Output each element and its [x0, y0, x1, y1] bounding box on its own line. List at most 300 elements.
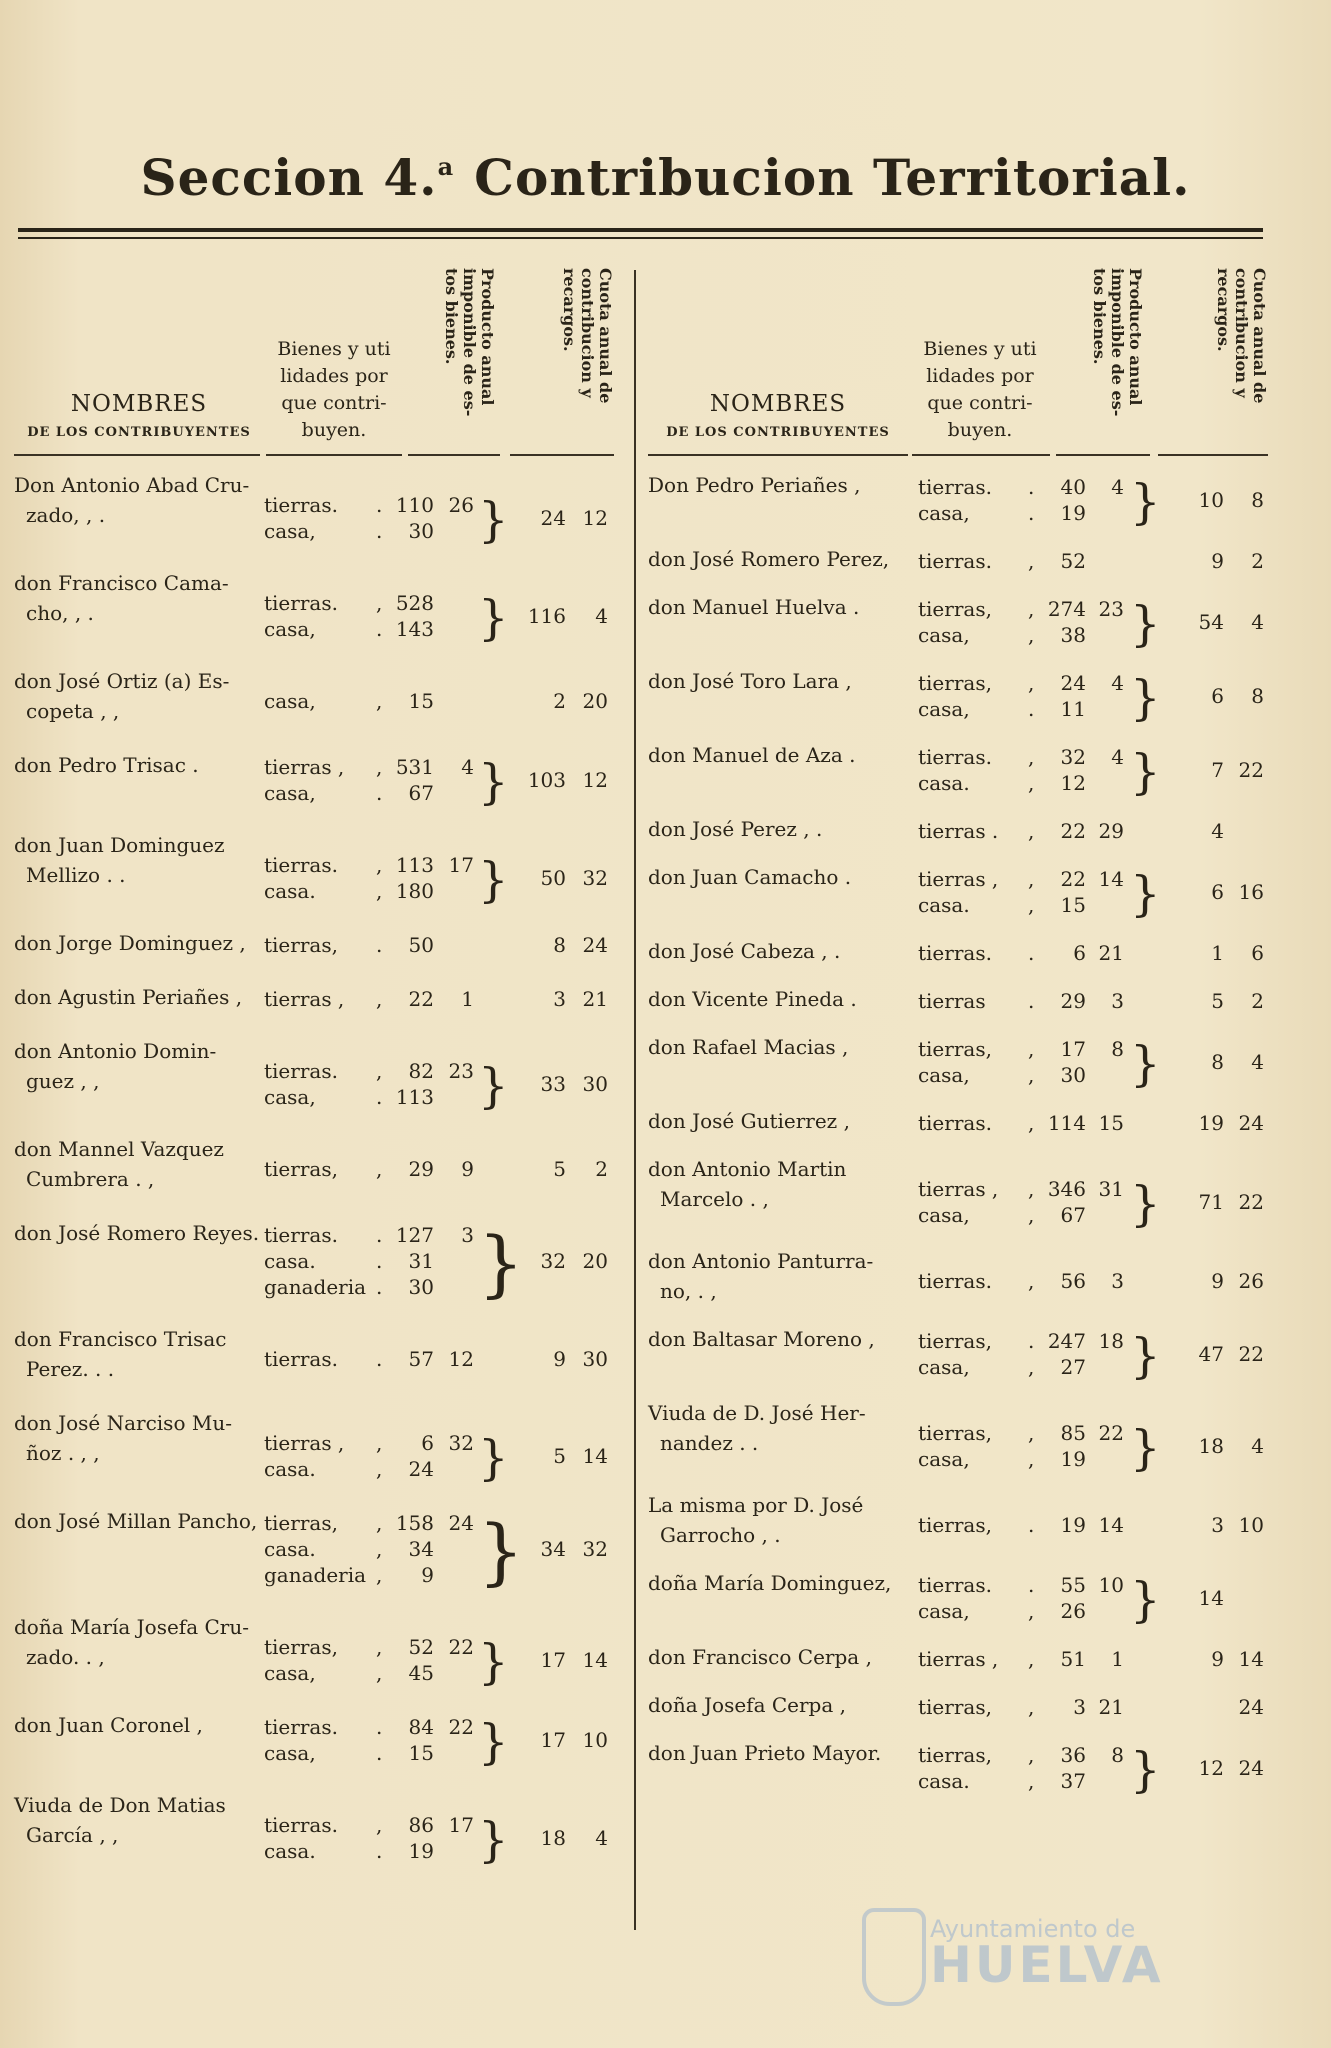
contributor-name: don Jorge Dominguez ,: [14, 931, 246, 955]
contributor-name: don Vicente Pineda .: [648, 987, 857, 1011]
contributor-name: La misma por D. José: [648, 1493, 864, 1517]
table-row: [648, 814, 1268, 862]
table-row: [648, 1324, 1268, 1398]
cuota-fraction: 12: [582, 768, 608, 792]
separator-mark: .: [376, 617, 383, 641]
cuota-fraction: 20: [582, 1249, 608, 1273]
property-type: tierras,: [264, 933, 338, 957]
producto-value: 127: [395, 1223, 434, 1247]
table-row: [648, 544, 1268, 592]
producto-value: 52: [1060, 549, 1086, 573]
producto-value: 36: [1060, 1743, 1086, 1767]
separator-mark: ,: [1028, 1743, 1035, 1767]
property-type: casa.: [264, 879, 316, 903]
brace-mark: }: [478, 1634, 509, 1690]
property-type: casa,: [264, 1085, 316, 1109]
producto-value: 17: [1060, 1037, 1086, 1061]
separator-mark: ,: [376, 1661, 383, 1685]
producto-fraction: 22: [448, 1715, 474, 1739]
separator-mark: .: [1028, 941, 1035, 965]
property-type: tierras ,: [918, 1647, 999, 1671]
cuota-value: 18: [540, 1826, 566, 1850]
cuota-fraction: 14: [582, 1444, 608, 1468]
table-row: [14, 666, 614, 750]
producto-value: 12: [1060, 771, 1086, 795]
cuota-fraction: 21: [582, 987, 608, 1011]
property-type: tierras,: [264, 1157, 338, 1181]
cuota-fraction: 4: [595, 1826, 608, 1850]
contributor-name: don José Gutierrez ,: [648, 1109, 850, 1133]
separator-mark: .: [376, 1715, 383, 1739]
brace-mark: }: [478, 590, 509, 646]
left-column: [14, 262, 615, 1868]
separator-mark: ,: [1028, 745, 1035, 769]
producto-value: 34: [408, 1537, 434, 1561]
producto-value: 51: [1060, 1647, 1086, 1671]
cuota-value: 17: [540, 1648, 566, 1672]
cuota-fraction: 16: [1238, 880, 1264, 904]
table-row: [14, 470, 614, 568]
cuota-fraction: 22: [1238, 758, 1264, 782]
table-row: [648, 1568, 1268, 1642]
contributor-name: don Baltasar Moreno ,: [648, 1327, 875, 1351]
separator-mark: ,: [1028, 1355, 1035, 1379]
table-row: [14, 1036, 614, 1134]
property-type: casa,: [918, 501, 970, 525]
cuota-fraction: 4: [1251, 1434, 1264, 1458]
brace-mark: }: [1130, 474, 1161, 530]
cuota-value: 8: [553, 933, 566, 957]
watermark: Ayuntamiento de HUELVA: [930, 1915, 1164, 1994]
producto-fraction: 8: [1111, 1037, 1124, 1061]
brace-mark: }: [478, 852, 509, 908]
contributor-name: don Agustin Periañes ,: [14, 985, 243, 1009]
table-row: [14, 1218, 614, 1324]
cuota-fraction: 24: [1238, 1111, 1264, 1135]
table-row: [14, 1324, 614, 1408]
contributor-name: zado. . ,: [26, 1645, 105, 1669]
cuota-value: 7: [1211, 758, 1224, 782]
separator-mark: ,: [1028, 1037, 1035, 1061]
separator-mark: ,: [1028, 671, 1035, 695]
contributor-name: copeta , ,: [26, 699, 120, 723]
producto-fraction: 14: [1098, 867, 1124, 891]
cuota-fraction: 8: [1251, 684, 1264, 708]
separator-mark: ,: [376, 1537, 383, 1561]
producto-value: 22: [1060, 819, 1086, 843]
producto-fraction: 9: [461, 1157, 474, 1181]
cuota-value: 12: [1198, 1756, 1224, 1780]
separator-mark: .: [376, 1275, 383, 1299]
producto-fraction: 22: [1098, 1421, 1124, 1445]
producto-value: 30: [408, 1275, 434, 1299]
producto-fraction: 31: [1098, 1177, 1124, 1201]
property-type: tierras ,: [918, 867, 999, 891]
contributor-name: cho, , .: [26, 601, 94, 625]
producto-value: 180: [395, 879, 434, 903]
property-type: casa,: [918, 1447, 970, 1471]
cuota-value: 54: [1198, 610, 1224, 634]
cuota-fraction: 20: [582, 689, 608, 713]
contributor-name: Perez. . .: [26, 1357, 115, 1381]
table-row: [648, 936, 1268, 984]
property-type: casa.: [264, 1457, 316, 1481]
property-type: tierras .: [918, 819, 999, 843]
producto-value: 45: [408, 1661, 434, 1685]
separator-mark: ,: [1028, 1111, 1035, 1135]
producto-value: 82: [408, 1059, 434, 1083]
separator-mark: ,: [1028, 1203, 1035, 1227]
property-type: ganaderia: [264, 1275, 367, 1299]
brace-mark: }: [478, 754, 509, 810]
cuota-fraction: 2: [1251, 989, 1264, 1013]
cuota-value: 50: [540, 866, 566, 890]
producto-fraction: 17: [448, 853, 474, 877]
property-type: tierras: [918, 989, 986, 1013]
separator-mark: ,: [376, 879, 383, 903]
table-row: [648, 1490, 1268, 1568]
producto-value: 15: [408, 1741, 434, 1765]
property-type: tierras,: [918, 1743, 992, 1767]
producto-value: 531: [395, 755, 434, 779]
property-type: casa,: [918, 623, 970, 647]
contributor-name: don Juan Camacho .: [648, 865, 852, 889]
cuota-fraction: 22: [1238, 1190, 1264, 1214]
contributor-name: Don Pedro Periañes ,: [648, 473, 861, 497]
property-type: tierras.: [918, 745, 992, 769]
table-row: [14, 1408, 614, 1506]
brace-mark: }: [1130, 1420, 1161, 1476]
separator-mark: .: [1028, 697, 1035, 721]
property-type: casa.: [918, 771, 970, 795]
separator-mark: ,: [376, 1635, 383, 1659]
contributor-name: don Francisco Cama-: [14, 571, 229, 595]
table-row: [14, 928, 614, 982]
title-rule: [18, 228, 1263, 232]
property-type: tierras.: [264, 1347, 338, 1371]
table-row: [648, 984, 1268, 1032]
table-row: [14, 982, 614, 1036]
cuota-value: 9: [1211, 549, 1224, 573]
separator-mark: .: [376, 1249, 383, 1273]
contributor-name: don Francisco Trisac: [14, 1327, 227, 1351]
separator-mark: .: [376, 493, 383, 517]
cuota-value: 103: [527, 768, 566, 792]
contributor-name: don Juan Coronel ,: [14, 1713, 203, 1737]
producto-value: 27: [1060, 1355, 1086, 1379]
property-type: casa,: [264, 689, 316, 713]
producto-value: 85: [1060, 1421, 1086, 1445]
contributor-name: doña María Josefa Cru-: [14, 1615, 249, 1639]
column-divider: [634, 270, 636, 1930]
property-type: tierras.: [264, 1813, 338, 1837]
header-nombres-right: NOMBRES DE LOS CONTRIBUYENTES: [666, 391, 890, 440]
contributor-name: nandez . .: [660, 1431, 759, 1455]
property-type: tierras ,: [918, 1177, 999, 1201]
right-header: [648, 262, 1268, 458]
cuota-value: 14: [1198, 1586, 1224, 1610]
producto-value: 24: [1060, 671, 1086, 695]
property-type: tierras.: [918, 1269, 992, 1293]
separator-mark: .: [1028, 1513, 1035, 1537]
cuota-fraction: 24: [1238, 1695, 1264, 1719]
property-type: casa,: [918, 1355, 970, 1379]
producto-value: 30: [1060, 1063, 1086, 1087]
contributor-name: doña María Dominguez,: [648, 1571, 892, 1595]
separator-mark: ,: [1028, 1695, 1035, 1719]
property-type: tierras.: [264, 493, 338, 517]
producto-value: 40: [1060, 475, 1086, 499]
separator-mark: ,: [376, 1563, 383, 1587]
property-type: tierras,: [918, 1421, 992, 1445]
separator-mark: .: [1028, 475, 1035, 499]
separator-mark: ,: [1028, 867, 1035, 891]
producto-value: 56: [1060, 1269, 1086, 1293]
contributor-name: don Antonio Martin: [648, 1157, 847, 1181]
contributor-name: don José Narciso Mu-: [14, 1411, 232, 1435]
contributor-name: Don Antonio Abad Cru-: [14, 473, 250, 497]
separator-mark: ,: [376, 1457, 383, 1481]
property-type: tierras,: [918, 671, 992, 695]
producto-value: 3: [1073, 1695, 1086, 1719]
cuota-value: 18: [1198, 1434, 1224, 1458]
header-bienes-right: Bienes y uti lidades por que contri- buyen.: [923, 338, 1037, 441]
separator-mark: ,: [376, 591, 383, 615]
producto-fraction: 4: [461, 755, 474, 779]
cuota-fraction: 14: [582, 1648, 608, 1672]
watermark-seal: [862, 1908, 926, 2006]
cuota-value: 9: [553, 1347, 566, 1371]
separator-mark: ,: [1028, 1063, 1035, 1087]
contributor-name: zado, , .: [26, 503, 106, 527]
separator-mark: ,: [1028, 1269, 1035, 1293]
separator-mark: ,: [1028, 1647, 1035, 1671]
separator-mark: ,: [1028, 771, 1035, 795]
producto-fraction: 3: [461, 1223, 474, 1247]
contributor-name: doña Josefa Cerpa ,: [648, 1693, 846, 1717]
right-column: [648, 262, 1269, 1798]
producto-value: 15: [1060, 893, 1086, 917]
brace-mark: }: [1130, 866, 1161, 922]
left-header: [14, 262, 614, 458]
table-row: [14, 1710, 614, 1790]
producto-value: 32: [1060, 745, 1086, 769]
table-row: [648, 862, 1268, 936]
contributor-name: don Manuel Huelva .: [648, 595, 860, 619]
producto-value: 19: [1060, 501, 1086, 525]
producto-fraction: 4: [1111, 475, 1124, 499]
property-type: tierras.: [918, 1111, 992, 1135]
producto-fraction: 4: [1111, 745, 1124, 769]
cuota-value: 17: [540, 1728, 566, 1752]
property-type: tierras,: [264, 1635, 338, 1659]
brace-mark: }: [1130, 1328, 1161, 1384]
producto-fraction: 3: [1111, 1269, 1124, 1293]
producto-fraction: 29: [1098, 819, 1124, 843]
property-type: casa,: [264, 781, 316, 805]
property-type: tierras.: [264, 591, 338, 615]
producto-value: 6: [1073, 941, 1086, 965]
table-row: [648, 1106, 1268, 1154]
brace-mark: }: [478, 1812, 509, 1868]
property-type: tierras.: [918, 549, 992, 573]
contributor-name: Garrocho , .: [660, 1523, 781, 1547]
brace-mark: }: [478, 1714, 509, 1770]
producto-value: 55: [1060, 1573, 1086, 1597]
cuota-value: 3: [553, 987, 566, 1011]
contributor-name: don José Perez , .: [648, 817, 823, 841]
table-row: [14, 568, 614, 666]
separator-mark: ,: [376, 853, 383, 877]
producto-fraction: 15: [1098, 1111, 1124, 1135]
cuota-value: 1: [1211, 941, 1224, 965]
producto-value: 528: [395, 591, 434, 615]
separator-mark: .: [1028, 1329, 1035, 1353]
property-type: tierras.: [264, 1059, 338, 1083]
brace-mark: }: [1130, 1572, 1161, 1628]
cuota-fraction: 4: [1251, 610, 1264, 634]
property-type: casa,: [264, 1741, 316, 1765]
table-row: [648, 1246, 1268, 1324]
cuota-fraction: 30: [582, 1072, 608, 1096]
brace-mark: }: [1130, 670, 1161, 726]
cuota-value: 9: [1211, 1269, 1224, 1293]
cuota-value: 24: [540, 506, 566, 530]
property-type: casa.: [264, 1537, 316, 1561]
producto-fraction: 21: [1098, 941, 1124, 965]
producto-fraction: 17: [448, 1813, 474, 1837]
cuota-fraction: 2: [595, 1157, 608, 1181]
contributor-name: don José Toro Lara ,: [648, 669, 852, 693]
contributor-name: ñoz . , ,: [26, 1441, 100, 1465]
separator-mark: .: [376, 1347, 383, 1371]
table-row: [648, 1398, 1268, 1490]
contributor-name: don Rafael Macias ,: [648, 1035, 849, 1059]
producto-value: 30: [408, 519, 434, 543]
cuota-value: 5: [553, 1157, 566, 1181]
contributor-name: don Mannel Vazquez: [14, 1137, 224, 1161]
producto-value: 31: [408, 1249, 434, 1273]
brace-mark: }: [478, 492, 509, 548]
separator-mark: ,: [376, 755, 383, 779]
brace-mark: }: [1130, 1742, 1161, 1798]
brace-mark: }: [1130, 1176, 1161, 1232]
table-row: [648, 1154, 1268, 1246]
cuota-fraction: 24: [582, 933, 608, 957]
producto-value: 38: [1060, 623, 1086, 647]
producto-value: 247: [1047, 1329, 1086, 1353]
contributor-name: Marcelo . ,: [660, 1187, 769, 1211]
separator-mark: .: [376, 519, 383, 543]
producto-value: 29: [1060, 989, 1086, 1013]
separator-mark: ,: [376, 1157, 383, 1181]
cuota-fraction: 22: [1238, 1342, 1264, 1366]
producto-value: 19: [408, 1839, 434, 1863]
cuota-value: 34: [540, 1537, 566, 1561]
contributor-name: don José Romero Reyes.: [14, 1221, 260, 1245]
property-type: casa.: [264, 1249, 316, 1273]
table-row: [648, 666, 1268, 740]
table-row: [14, 1790, 614, 1888]
producto-value: 67: [1060, 1203, 1086, 1227]
separator-mark: .: [376, 1223, 383, 1247]
producto-value: 84: [408, 1715, 434, 1739]
property-type: casa,: [264, 1661, 316, 1685]
producto-fraction: 26: [448, 493, 474, 517]
header-producto: Producto anual imponible de es- tos bienes.: [442, 268, 497, 417]
producto-value: 29: [408, 1157, 434, 1181]
separator-mark: .: [376, 1741, 383, 1765]
table-row: [648, 1032, 1268, 1106]
header-bienes: Bienes y uti lidades por que contri- buyen.: [277, 338, 391, 441]
header-cuota: Cuota anual de contribucion y recargos.: [560, 268, 615, 404]
contributor-name: Mellizo . .: [26, 863, 126, 887]
contributor-name: Viuda de Don Matias: [14, 1793, 226, 1817]
producto-fraction: 32: [448, 1431, 474, 1455]
table-row: [648, 740, 1268, 814]
property-type: tierras ,: [264, 1431, 345, 1455]
header-producto-right: Producto anual imponible de es- tos bienes.: [1090, 268, 1145, 417]
producto-value: 143: [395, 617, 434, 641]
producto-fraction: 3: [1111, 989, 1124, 1013]
property-type: casa,: [918, 697, 970, 721]
cuota-fraction: 26: [1238, 1269, 1264, 1293]
contributor-name: don Antonio Domin-: [14, 1039, 217, 1063]
producto-fraction: 12: [448, 1347, 474, 1371]
property-type: casa.: [918, 893, 970, 917]
producto-value: 346: [1047, 1177, 1086, 1201]
property-type: tierras ,: [264, 987, 345, 1011]
cuota-value: 2: [553, 689, 566, 713]
header-cuota-right: Cuota anual de contribucion y recargos.: [1214, 268, 1269, 404]
property-type: tierras,: [918, 1037, 992, 1061]
producto-value: 86: [408, 1813, 434, 1837]
separator-mark: .: [1028, 501, 1035, 525]
property-type: tierras ,: [264, 755, 345, 779]
contributor-name: García , ,: [26, 1823, 119, 1847]
contributor-name: don José Cabeza , .: [648, 939, 841, 963]
property-type: casa.: [264, 1839, 316, 1863]
property-type: tierras,: [918, 1513, 992, 1537]
cuota-fraction: 14: [1238, 1647, 1264, 1671]
separator-mark: .: [376, 933, 383, 957]
separator-mark: ,: [376, 1813, 383, 1837]
producto-value: 57: [408, 1347, 434, 1371]
cuota-fraction: 30: [582, 1347, 608, 1371]
cuota-value: 8: [1211, 1050, 1224, 1074]
separator-mark: .: [376, 1839, 383, 1863]
producto-value: 6: [421, 1431, 434, 1455]
producto-value: 19: [1060, 1513, 1086, 1537]
cuota-value: 47: [1198, 1342, 1224, 1366]
table-row: [648, 1690, 1268, 1738]
producto-fraction: 10: [1098, 1573, 1124, 1597]
contributor-name: Viuda de D. José Her-: [648, 1401, 866, 1425]
separator-mark: .: [1028, 1573, 1035, 1597]
producto-fraction: 4: [1111, 671, 1124, 695]
separator-mark: ,: [1028, 597, 1035, 621]
separator-mark: ,: [376, 1059, 383, 1083]
table-row: [648, 1642, 1268, 1690]
contributor-name: don Manuel de Aza .: [648, 743, 856, 767]
separator-mark: ,: [376, 1431, 383, 1455]
title-rule-thin: [18, 237, 1263, 239]
property-type: tierras.: [918, 475, 992, 499]
cuota-value: 19: [1198, 1111, 1224, 1135]
cuota-value: 3: [1211, 1513, 1224, 1537]
separator-mark: ,: [1028, 549, 1035, 573]
brace-mark: }: [478, 1509, 524, 1593]
